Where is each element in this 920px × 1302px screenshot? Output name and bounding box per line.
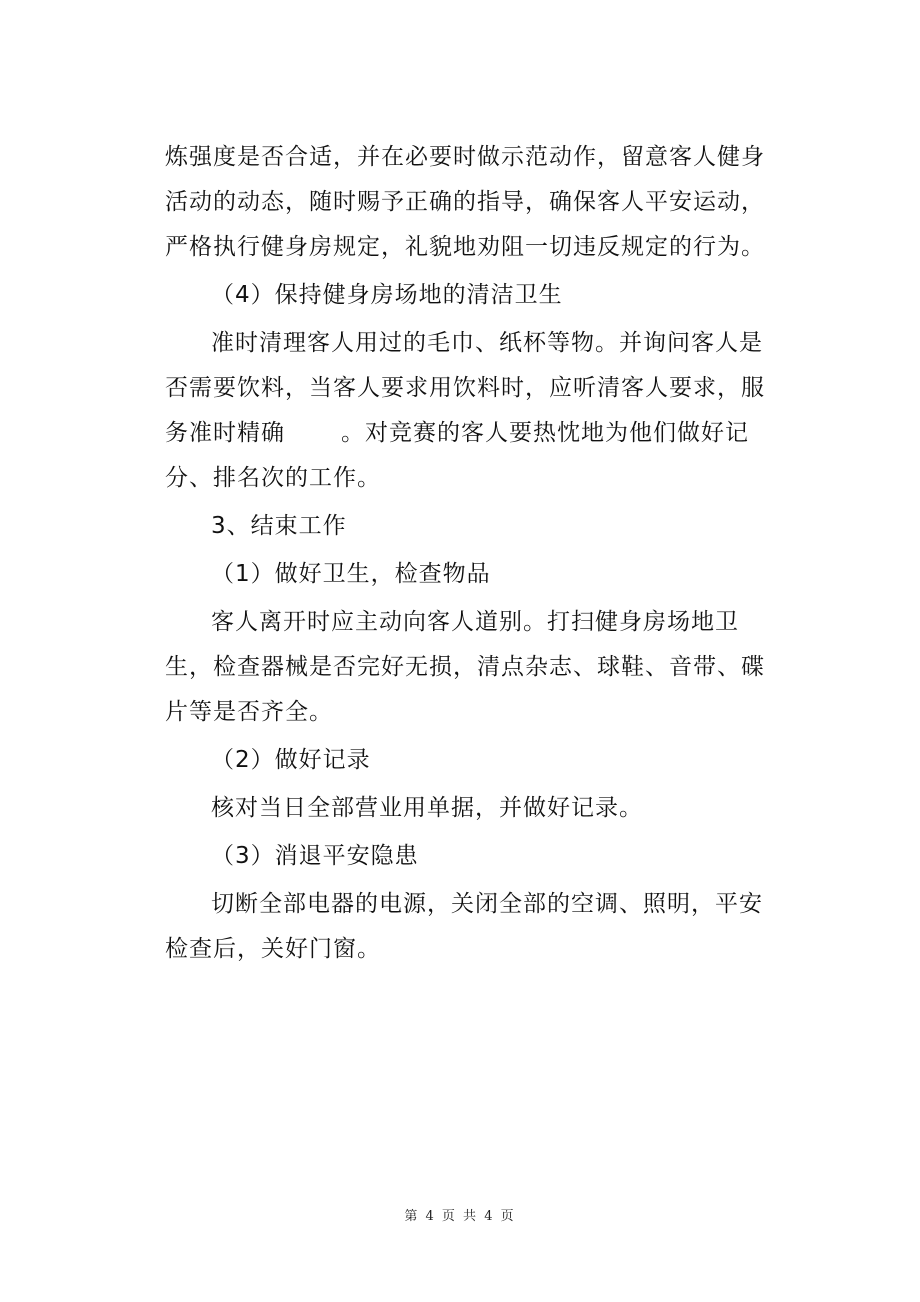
section-heading: （4）保持健身房场地的清洁卫生	[211, 282, 563, 308]
section-heading: 3、结束工作	[211, 513, 347, 539]
paragraph: 客人离开时应主动向客人道别。打扫健身房场地卫生，检查器械是否完好无损，清点杂志、球鞋、音带、碟片等是否齐全。	[165, 609, 765, 725]
page-number-footer: 第 4 页 共 4 页	[404, 1209, 516, 1224]
paragraph-text: 。对竞赛的客人要热忱地为他们做好记分、排名次的工作。	[165, 420, 749, 491]
section-heading: （1）做好卫生，检查物品	[211, 561, 491, 587]
paragraph: 切断全部电器的电源，关闭全部的空调、照明，平安检查后，关好门窗。	[165, 891, 763, 962]
section-heading: （3）消退平安隐患	[211, 843, 419, 869]
document-body	[165, 135, 780, 975]
paragraph	[165, 321, 780, 501]
paragraph-text: 准时清理客人用过的毛巾、纸杯等物。并询问客人是否需要饮料，当客人要求用饮料时，应听清客人要求，服务准时精确	[165, 330, 765, 446]
section-heading: （2）做好记录	[211, 747, 371, 773]
paragraph: 炼强度是否合适，并在必要时做示范动作，留意客人健身活动的动态，随时赐予正确的指导，确保客人平安运动，严格执行健身房规定，礼貌地劝阻一切违反规定的行为。	[165, 144, 765, 260]
paragraph: 核对当日全部营业用单据，并做好记录。	[211, 795, 643, 821]
